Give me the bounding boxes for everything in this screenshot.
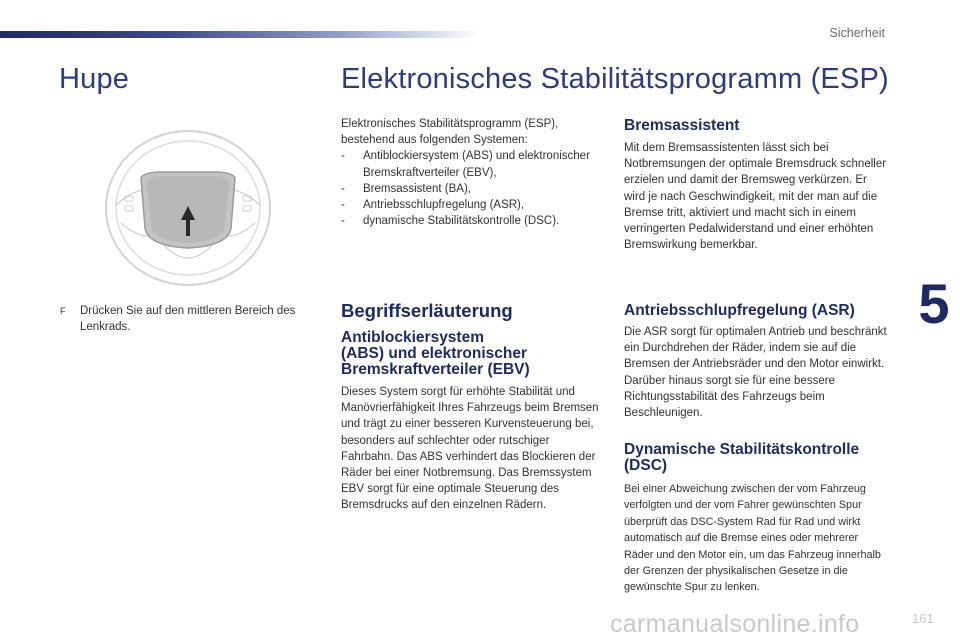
asr-title: Antriebsschlupfregelung (ASR) — [624, 302, 855, 319]
list-item: - dynamische Stabilitätskontrolle (DSC). — [341, 215, 560, 228]
dsc-text: Bei einer Abweichung zwischen der vom Fahrzeug verfolgten und der vom Fahrer gewünschten Spur überprüft das DSC-System Rad für Rad und wirkt automatisch auf die Bremse eines oder mehrerer Räder und den Motor ein, um das Fahrzeug innerhalb der Grenzen der physikalischen Gesetze in die gewünschte Spur zu lenken. — [624, 483, 881, 594]
hupe-instruction — [60, 303, 325, 335]
page-number: 161 — [912, 611, 934, 626]
chapter-number: 5 — [918, 272, 950, 335]
watermark: carmanualsonline.info — [610, 610, 860, 638]
hupe-instruction-text: Drücken Sie auf den mittleren Bereich des Lenkrads. — [80, 305, 296, 334]
esp-intro-block — [341, 116, 599, 229]
top-accent-bar — [0, 31, 480, 38]
list-item: - Antiblockiersystem (ABS) und elektronischer Bremskraftverteiler (EBV), — [341, 150, 590, 179]
bremsassistent-title: Bremsassistent — [624, 117, 740, 134]
asr-text: Die ASR sorgt für optimalen Antrieb und beschränkt ein Durchdrehen der Räder, indem sie auf die Bremsen der Antriebsräder und den Motor einwirkt. Darüber hinaus sorgt sie für eine bessere Richtungsstabilität des Fahrzeugs beim Beschleunigen. — [624, 326, 887, 420]
esp-title: Elektronisches Stabilitätsprogramm (ESP) — [341, 63, 889, 95]
abs-title: Antiblockiersystem (ABS) und elektronischer Bremskraftverteiler (EBV) — [341, 329, 530, 378]
list-item: - Bremsassistent (BA), — [341, 182, 471, 195]
esp-intro: Elektronisches Stabilitätsprogramm (ESP), bestehend aus folgenden Systemen: — [341, 118, 559, 147]
esp-systems-list — [341, 148, 599, 229]
steering-wheel-illustration — [103, 128, 273, 288]
dsc-title: Dynamische Stabilitätskontrolle (DSC) — [624, 441, 860, 474]
bullet-icon: F — [60, 306, 66, 316]
abs-text: Dieses System sorgt für erhöhte Stabilität und Manövrierfähigkeit Ihres Fahrzeugs beim Bremsen und trägt zu einer besseren Kurvensteuerung bei, besonders auf schlechter oder rutschiger Fahrbahn. Das ABS verhindert das Blockieren der Räder bei einer Notbremsung. Das Bremssystem EBV sorgt für eine optimale Steuerung des Bremsdrucks auf den einzelnen Rädern. — [341, 386, 599, 512]
section-label: Sicherheit — [829, 26, 885, 40]
hupe-title: Hupe — [59, 63, 130, 95]
bremsassistent-text: Mit dem Bremsassistenten lässt sich bei Notbremsungen der optimale Bremsdruck schneller erzielen und damit der Bremsweg verkürzen. Er wird je nach Geschwindigkeit, mit der man auf die Bremse tritt, aktiviert und macht sich in einem verringerten Pedalwiderstand und einer erhöhten Bremswirkung bemerkbar. — [624, 142, 887, 252]
begriffe-title: Begriffserläuterung — [341, 300, 513, 321]
list-item: - Antriebsschlupfregelung (ASR), — [341, 199, 525, 212]
